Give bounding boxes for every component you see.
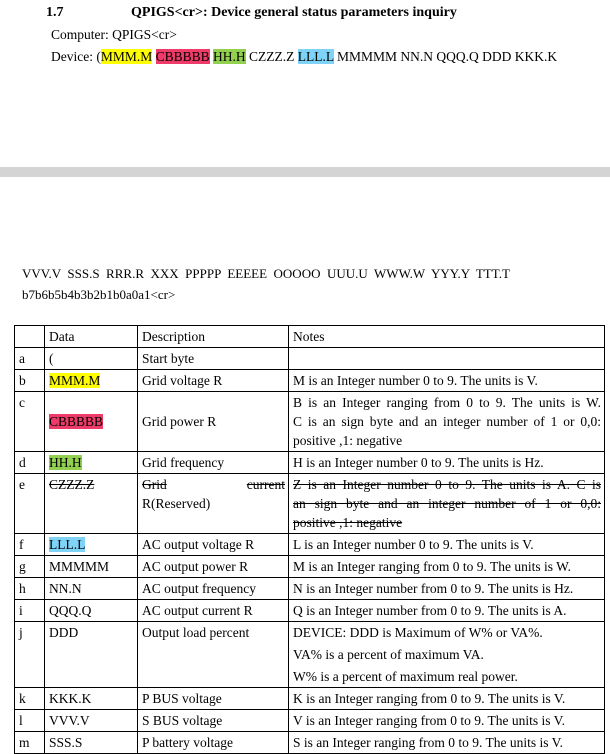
header-notes: Notes	[289, 326, 605, 348]
row-description: Grid power R	[138, 392, 289, 452]
table-row	[15, 622, 605, 688]
row-description: Start byte	[138, 348, 289, 370]
row-notes: S is an Integer ranging from 0 to 9. The units is V.	[289, 732, 605, 754]
parameter-table	[14, 325, 605, 754]
row-data	[45, 392, 138, 452]
row-key: d	[15, 452, 45, 474]
table-row	[15, 392, 605, 452]
row-description: Grid frequency	[138, 452, 289, 474]
note-line: DEVICE: DDD is Maximum of W% or VA%.	[293, 625, 543, 640]
row-key: b	[15, 370, 45, 392]
table-row	[15, 556, 605, 578]
row-data: NN.N	[45, 578, 138, 600]
row-notes: M is an Integer number 0 to 9. The units is V.	[289, 370, 605, 392]
table-row	[15, 710, 605, 732]
row-description: S BUS voltage	[138, 710, 289, 732]
row-key: i	[15, 600, 45, 622]
row-data: VVV.V	[45, 710, 138, 732]
row-key: c	[15, 392, 45, 452]
row-description: P BUS voltage	[138, 688, 289, 710]
row-data: (	[45, 348, 138, 370]
note-line: an sign byte and an integer number of 1 or 0,0:	[293, 496, 601, 511]
continuation-line-1: VVV.V SSS.S RRR.R XXX PPPPP EEEEE OOOOO UUU.U WWW.W YYY.Y TTT.T	[22, 266, 510, 281]
row-data: MMMMM	[45, 556, 138, 578]
row-key: g	[15, 556, 45, 578]
row-key: j	[15, 622, 45, 688]
row-notes: H is an Integer number 0 to 9. The units is Hz.	[289, 452, 605, 474]
row-notes	[289, 392, 605, 452]
row-description: Grid voltage R	[138, 370, 289, 392]
row-notes: N is an Integer number from 0 to 9. The units is Hz.	[289, 578, 605, 600]
computer-command: QPIGS<cr>	[112, 27, 177, 42]
row-notes: L is an Integer number 0 to 9. The units is V.	[289, 534, 605, 556]
row-key: h	[15, 578, 45, 600]
note-line: VA% is a percent of maximum VA.	[293, 647, 484, 662]
row-notes	[289, 622, 605, 688]
desc-line	[142, 475, 285, 494]
row-description: Output load percent	[138, 622, 289, 688]
note-line: positive ,1: negative	[293, 515, 403, 530]
row-data: KKK.K	[45, 688, 138, 710]
row-notes: V is an Integer ranging from 0 to 9. The units is V.	[289, 710, 605, 732]
header-key	[15, 326, 45, 348]
row-description	[138, 474, 289, 534]
row-key: e	[15, 474, 45, 534]
note-line: Z is an Integer number 0 to 9. The units is A. C is	[293, 477, 601, 492]
continuation-line-2: b7b6b5b4b3b2b1b0a0a1<cr>	[22, 287, 176, 302]
section-title: QPIGS<cr>: Device general status parameters inquiry	[131, 5, 457, 20]
table-row	[15, 452, 605, 474]
row-data-value: HH.H	[49, 455, 82, 470]
row-description: P battery voltage	[138, 732, 289, 754]
note-line: W% is a percent of maximum real power.	[293, 669, 518, 684]
row-notes	[289, 348, 605, 370]
row-data-value: LLL.L	[49, 537, 86, 552]
section-number: 1.7	[46, 5, 64, 20]
device-field-grid-voltage: MMM.M	[100, 49, 153, 64]
row-notes: K is an Integer ranging from 0 to 9. The units is V.	[289, 688, 605, 710]
row-data	[45, 534, 138, 556]
row-key: k	[15, 688, 45, 710]
row-data: DDD	[45, 622, 138, 688]
header-description: Description	[138, 326, 289, 348]
page-separator	[0, 167, 610, 177]
note-line: positive ,1: negative	[293, 433, 403, 448]
table-row	[15, 578, 605, 600]
device-line	[51, 49, 557, 65]
device-field-ac-output-voltage: LLL.L	[297, 49, 334, 64]
device-field-output-load: DDD	[482, 49, 512, 64]
computer-line	[51, 27, 177, 43]
row-description: AC output frequency	[138, 578, 289, 600]
table-row	[15, 600, 605, 622]
row-key: a	[15, 348, 45, 370]
table-row	[15, 348, 605, 370]
header-data: Data	[45, 326, 138, 348]
row-data	[45, 452, 138, 474]
device-field-grid-current: CZZZ.Z	[249, 49, 295, 64]
device-field-ac-output-frequency: NN.N	[400, 49, 434, 64]
row-notes: M is an Integer ranging from 0 to 9. The units is W.	[289, 556, 605, 578]
row-notes: Q is an Integer number from 0 to 9. The units is A.	[289, 600, 605, 622]
table-header-row	[15, 326, 605, 348]
desc-word: current	[246, 477, 285, 492]
device-field-grid-frequency: HH.H	[213, 49, 246, 64]
row-data: CZZZ.Z	[45, 474, 138, 534]
row-notes	[289, 474, 605, 534]
table-row	[15, 534, 605, 556]
table-row	[15, 732, 605, 754]
table-row	[15, 370, 605, 392]
device-field-p-bus-voltage: KKK.K	[514, 49, 558, 64]
device-field-ac-output-power: MMMMM	[337, 49, 398, 64]
note-line: C is an sign byte and an integer number of 1 or 0,0:	[293, 414, 601, 429]
table-row	[15, 688, 605, 710]
row-description: AC output current R	[138, 600, 289, 622]
desc-word: Grid	[142, 477, 167, 492]
computer-label: Computer:	[51, 27, 109, 42]
row-data: SSS.S	[45, 732, 138, 754]
device-field-ac-output-current: QQQ.Q	[436, 49, 479, 64]
row-description: AC output voltage R	[138, 534, 289, 556]
device-label: Device:	[51, 49, 93, 64]
row-data: QQQ.Q	[45, 600, 138, 622]
device-open-paren: (	[96, 49, 101, 64]
row-description: AC output power R	[138, 556, 289, 578]
desc-line: R(Reserved)	[142, 496, 211, 511]
table-row	[15, 474, 605, 534]
row-key: f	[15, 534, 45, 556]
row-data-value: CBBBBB	[49, 414, 104, 429]
row-data-value: MMM.M	[49, 373, 101, 388]
note-line: B is an Integer ranging from 0 to 9. The units is W.	[293, 395, 601, 410]
device-field-grid-power: CBBBBB	[155, 49, 210, 64]
row-key: l	[15, 710, 45, 732]
row-key: m	[15, 732, 45, 754]
row-data	[45, 370, 138, 392]
